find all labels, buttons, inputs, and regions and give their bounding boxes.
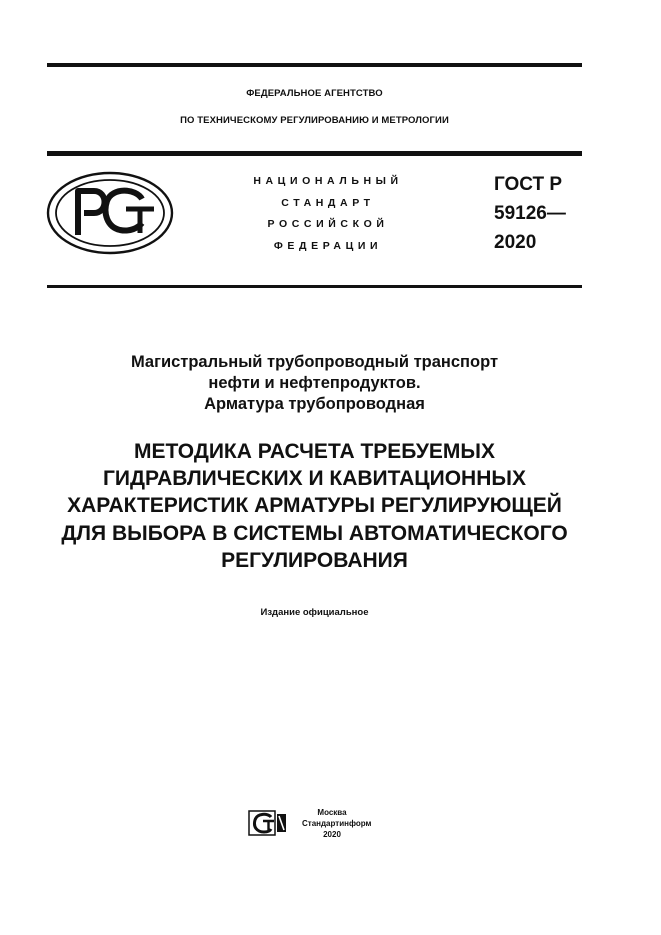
title-line: ХАРАКТЕРИСТИК АРМАТУРЫ РЕГУЛИРУЮЩЕЙ [67,494,562,518]
national-line: ФЕДЕРАЦИИ [273,239,383,252]
title-line: РЕГУЛИРОВАНИЯ [221,548,408,572]
document-subtitle [47,352,582,415]
gost-line: ГОСТ Р [494,174,563,195]
gost-line: 59126— [494,203,566,224]
standard-designation [494,170,566,257]
national-standard-heading [228,171,428,257]
subtitle-line: Арматура трубопроводная [204,395,425,413]
agency-name-line-2: ПО ТЕХНИЧЕСКОМУ РЕГУЛИРОВАНИЮ И МЕТРОЛОГИИ [180,115,449,126]
top-rule [47,63,582,67]
title-line: ГИДРАВЛИЧЕСКИХ И КАВИТАЦИОННЫХ [103,467,526,491]
agency-name-line-1: ФЕДЕРАЛЬНОЕ АГЕНТСТВО [246,88,383,99]
national-line: СТАНДАРТ [281,196,375,209]
publisher-name: Стандартинформ [302,819,372,828]
title-line: ДЛЯ ВЫБОРА В СИСТЕМЫ АВТОМАТИЧЕСКОГО [61,521,568,545]
edition-label: Издание официальное [260,607,369,618]
subtitle-line: нефти и нефтепродуктов. [208,374,421,392]
standartinform-logo-icon [248,810,288,836]
gost-line: 2020 [494,232,537,253]
national-line: РОССИЙСКОЙ [267,218,389,230]
publisher-year: 2020 [323,830,341,839]
bottom-rule [47,285,582,288]
rst-certification-mark-icon [46,171,174,255]
subtitle-line: Магистральный трубопроводный транспорт [130,353,499,371]
middle-rule [47,151,582,156]
national-line: НАЦИОНАЛЬНЫЙ [253,175,403,187]
document-title [30,438,599,574]
publisher-info [302,807,372,840]
title-line: МЕТОДИКА РАСЧЕТА ТРЕБУЕМЫХ [134,440,495,463]
publisher-city: Москва [317,808,347,817]
